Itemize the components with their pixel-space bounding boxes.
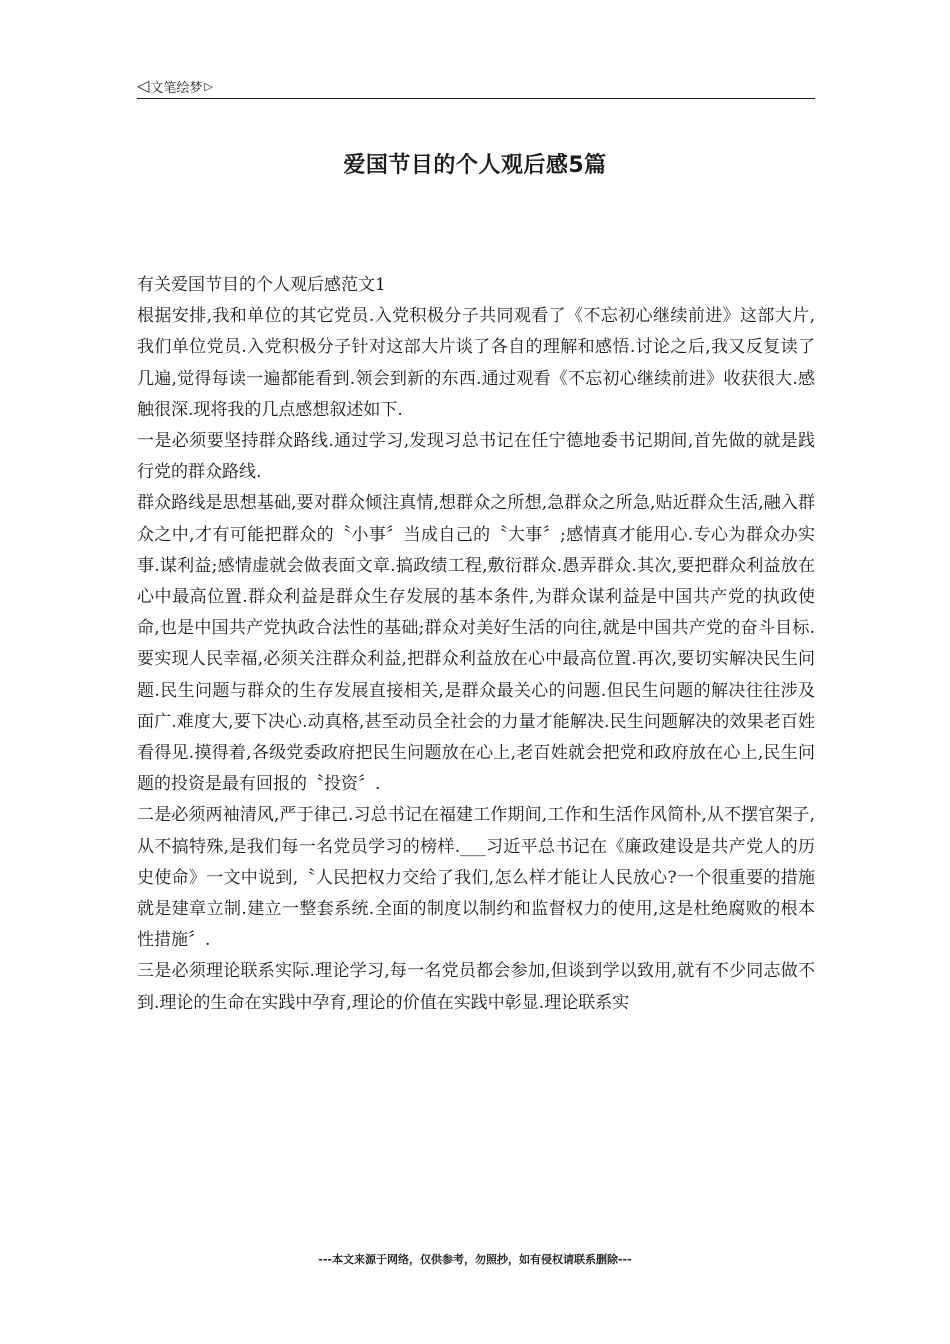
triangle-left-icon: ◁: [137, 76, 150, 95]
page-footer: ---本文来源于网络，仅供参考，勿照抄，如有侵权请联系删除---: [318, 1253, 632, 1266]
page-header: [137, 74, 815, 99]
paragraph-point-three: 三是必须理论联系实际.理论学习,每一名党员都会参加,但谈到学以致用,就有不少同志做不到.理论的生命在实践中孕育,理论的价值在实践中彰显.理论联系实: [137, 961, 815, 1013]
paragraph-point-one: 一是必须要坚持群众路线.通过学习,发现习总书记在任宁德地委书记期间,首先做的就是践行党的群众路线.: [137, 431, 815, 483]
document-title: 爱国节目的个人观后感5篇: [343, 153, 607, 178]
paragraph-subtitle: 有关爱国节目的个人观后感范文1: [137, 275, 386, 295]
triangle-right-icon: ▷: [204, 79, 213, 93]
paragraph-point-two: 二是必须两袖清风,严于律己.习总书记在福建工作期间,工作和生活作风简朴,从不摆官架子,从不搞特殊,是我们每一名党员学习的榜样.___习近平总书记在《廉政建设是共产党人的历史使命》一文中说到,〝人民把权力交给了我们,怎么样才能让人民放心?一个很重要的措施就是建章立制.建立一整套系统.全面的制度以制约和监督权力的使用,这是杜绝腐败的根本性措施〞.: [137, 805, 815, 951]
paragraph-intro: 根据安排,我和单位的其它党员.入党积极分子共同观看了《不忘初心继续前进》这部大片,我们单位党员.入党积极分子针对这部大片谈了各自的理解和感悟.讨论之后,我又反复读了几遍,觉得每读一遍都能看到.领会到新的东西.通过观看《不忘初心继续前进》收获很大.感触很深.现将我的几点感想叙述如下.: [137, 306, 815, 420]
header-brand: 文笔绘梦: [150, 80, 203, 96]
document-body: [137, 270, 815, 1019]
paragraph-mass-line: 群众路线是思想基础,要对群众倾注真情,想群众之所想,急群众之所急,贴近群众生活,融入群众之中,才有可能把群众的〝小事〞当成自己的〝大事〞;感情真才能用心.专心为群众办实事.谋利益;感情虚就会做表面文章.搞政绩工程,敷衍群众.愚弄群众.其次,要把群众利益放在心中最高位置.群众利益是群众生存发展的基本条件,为群众谋利益是中国共产党的执政使命,也是中国共产党执政合法性的基础;群众对美好生活的向往,就是中国共产党的奋斗目标.要实现人民幸福,必须关注群众利益,把群众利益放在心中最高位置.再次,要切实解决民生问题.民生问题与群众的生存发展直接相关,是群众最关心的问题.但民生问题的解决往往涉及面广.难度大,要下决心.动真格,甚至动员全社会的力量才能解决.民生问题解决的效果老百姓看得见.摸得着,各级党委政府把民生问题放在心上,老百姓就会把党和政府放在心上,民生问题的投资是最有回报的〝投资〞.: [137, 493, 815, 795]
